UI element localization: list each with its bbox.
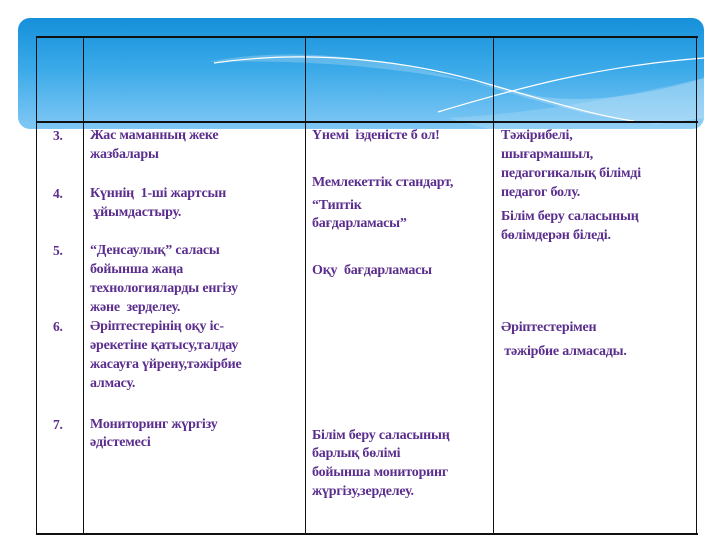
text-line: шығармашыл,	[501, 147, 594, 162]
wave-decoration-icon	[18, 18, 704, 129]
text-line: Білім беру саласының	[312, 428, 450, 443]
table-top-border	[36, 36, 698, 38]
text-line: педагогикалық білімді	[501, 166, 641, 181]
text-line: ұйымдастыру.	[90, 205, 182, 220]
text-line: жүргізу,зерделеу.	[312, 484, 414, 499]
text-line: Жас маманның жеке	[90, 128, 219, 143]
text-line: Әріптестерімен	[501, 320, 597, 335]
text-line: жазбалары	[90, 147, 159, 162]
table-bottom-border	[36, 533, 698, 535]
header-banner	[18, 18, 704, 129]
col3-state-standard: Мемлекеттік стандарт,	[312, 175, 454, 190]
text-line: тәжірбие алмасады.	[501, 344, 627, 359]
text-line: әрекетіне қатысу,талдау	[90, 338, 239, 353]
table-col-line-0	[36, 36, 37, 535]
row-number-3: 3.	[53, 128, 63, 143]
text-line: Күннің 1-ші жартсын	[90, 186, 227, 201]
text-line: Әріптестерінің оқу іс-	[90, 319, 224, 334]
text-line: Мониторинг жүргізу	[90, 417, 218, 432]
row-number-4: 4.	[53, 186, 63, 201]
text-line: технологияларды енгізу	[90, 281, 238, 296]
text-line: жасауға үйрену,тәжірбие	[90, 357, 242, 372]
text-line: бойынша мониторинг	[312, 465, 449, 480]
text-line: барлық бөлімі	[312, 446, 401, 461]
row-number-7: 7.	[53, 417, 63, 432]
text-line: педагог болу.	[501, 185, 581, 200]
text-line: бөлімдерән біледі.	[501, 228, 611, 243]
text-line: әдістемесі	[90, 435, 151, 450]
table-col-line-2	[305, 36, 306, 535]
text-line: Білім беру саласының	[501, 209, 639, 224]
text-line: “Типтік	[312, 198, 362, 213]
table-header-divider	[36, 121, 698, 123]
text-line: “Денсаулық” саласы	[90, 243, 220, 258]
col3-motto: Үнемі ізденісте б ол!	[312, 128, 440, 143]
table-col-line-4	[696, 36, 697, 535]
row-number-5: 5.	[53, 243, 63, 258]
text-line: бағдарламасы”	[312, 216, 407, 231]
text-line: алмасу.	[90, 376, 136, 391]
row-number-6: 6.	[53, 319, 63, 334]
text-line: Тәжірибелі,	[501, 128, 573, 143]
text-line: бойынша жаңа	[90, 262, 184, 277]
table-col-line-1	[83, 36, 84, 535]
table-col-line-3	[493, 36, 494, 535]
text-line: және зерделеу.	[90, 300, 181, 315]
col3-study-program: Оқу бағдарламасы	[312, 263, 432, 278]
